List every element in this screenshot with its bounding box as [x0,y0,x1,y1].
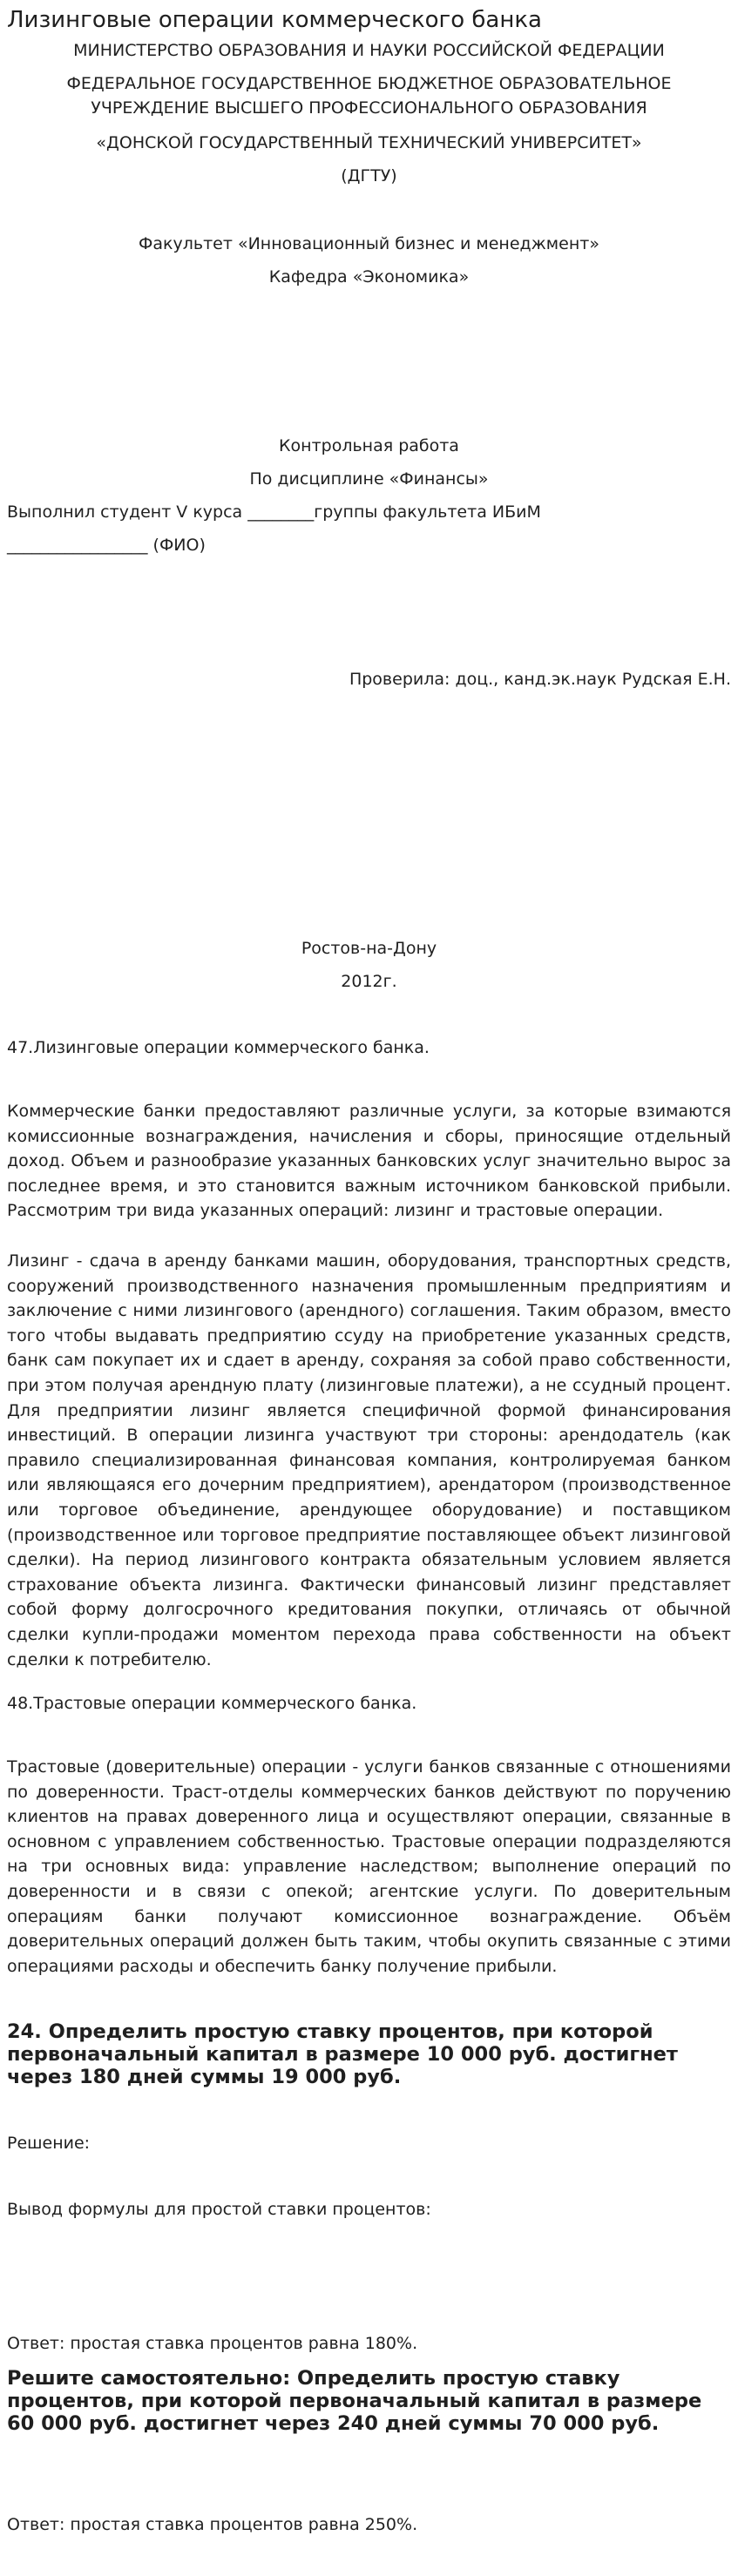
ministry-line: МИНИСТЕРСТВО ОБРАЗОВАНИЯ И НАУКИ РОССИЙСКОЙ ФЕДЕРАЦИИ [73,41,665,60]
formula-label: Вывод формулы для простой ставки процентов: [7,2200,431,2219]
question-48-paragraph: Трастовые (доверительные) операции - услуги банков связанные с отношениями по доверенности. Траст-отделы коммерческих банков действуют по поручению клиентов на правах доверенного лица и осуществляют операции, связанные в основном с управлением собственностью. Трастовые операции подразделяются на три основных вида: управление наследством; выполнение операций по доверенности и в связи с опекой; агентские услуги. По доверительным операциям банки получают комиссионное вознаграждение. Объём доверительных операций должен быть таким, чтобы окупить связанные с этими операциями расходы и обеспечить банку получение прибыли. [7,1757,731,1976]
question-47-paragraph-1: Коммерческие банки предоставляют различные услуги, за которые взимаются комиссионные вознаграждения, начисления и сборы, приносящие отдельный доход. Объем и разнообразие указанных банковских услуг значительно вырос за последнее время, и это становится важным источником банковской прибыли. Рассмотрим три вида указанных операций: лизинг и трастовые операции. [7,1102,731,1221]
university-abbr: (ДГТУ) [341,166,397,185]
document-title: Лизинговые операции коммерческого банка [7,7,542,33]
answer-1: Ответ: простая ставка процентов равна 180%. [7,2334,418,2353]
student-line: Выполнил студент V курса ________группы факультета ИБиМ [7,502,541,522]
checked-by-line: Проверила: доц., канд.эк.наук Рудская Е.Н. [349,670,731,689]
institution-line-1: ФЕДЕРАЛЬНОЕ ГОСУДАРСТВЕННОЕ БЮДЖЕТНОЕ ОБРАЗОВАТЕЛЬНОЕ [66,74,672,93]
question-47-paragraph-2: Лизинг - сдача в аренду банками машин, оборудования, транспортных средств, сооружений производственного назначения промышленным предприятиям и заключение с ними лизингового (арендного) соглашения. Таким образом, вместо того чтобы выдавать предприятию ссуду на приобретение указанных средств, банк сам покупает их и сдает в аренду, сохраняя за собой право собственности, при этом получая арендную плату (лизинговые платежи), а не ссудный процент. Для предприятии лизинг является специфичной формой финансирования инвестиций. В операции лизинга участвуют три стороны: арендодатель (как правило специализированная финансовая компания, контролируемая банком или являющаяся его дочерним предприятием), арендатором (производственное или торговое объединение, арендующее оборудование) и поставщиком (производственное или торговое предприятие поставляющее объект лизинговой сделки). На период лизингового контракта обязательным условием является страхование объекта лизинга. Фактически финансовый лизинг представляет собой форму долгосрочного кредитования покупки, отличаясь от обычной сделки купли-продажи моментом перехода права собственности на объект сделки к потребителю. [7,1251,731,1669]
faculty-line: Факультет «Инновационный бизнес и менеджмент» [139,234,599,253]
city-line: Ростов-на-Дону [301,939,437,958]
institution-line-2: УЧРЕЖДЕНИЕ ВЫСШЕГО ПРОФЕССИОНАЛЬНОГО ОБРАЗОВАНИЯ [91,98,647,118]
question-48-heading: 48.Трастовые операции коммерческого банка. [7,1694,417,1713]
self-task-heading: Решите самостоятельно: Определить простую ставку процентов, при которой первоначальный капитал в размере 60 000 руб. достигнет через 240 дней суммы 70 000 руб. [7,2367,702,2435]
work-type: Контрольная работа [279,436,459,455]
university-name: «ДОНСКОЙ ГОСУДАРСТВЕННЫЙ ТЕХНИЧЕСКИЙ УНИВЕРСИТЕТ» [96,133,642,152]
solution-label: Решение: [7,2134,91,2153]
year-line: 2012г. [341,972,397,991]
task-24-heading: 24. Определить простую ставку процентов, при которой первоначальный капитал в размере 10 000 руб. достигнет через 180 дней суммы 19 000 руб. [7,2020,678,2088]
fio-line: _________________ (ФИО) [7,536,206,555]
answer-2: Ответ: простая ставка процентов равна 250%. [7,2515,418,2534]
question-47-heading: 47.Лизинговые операции коммерческого банка. [7,1038,430,1057]
discipline-line: По дисциплине «Финансы» [249,469,489,489]
department-line: Кафедра «Экономика» [268,267,470,287]
